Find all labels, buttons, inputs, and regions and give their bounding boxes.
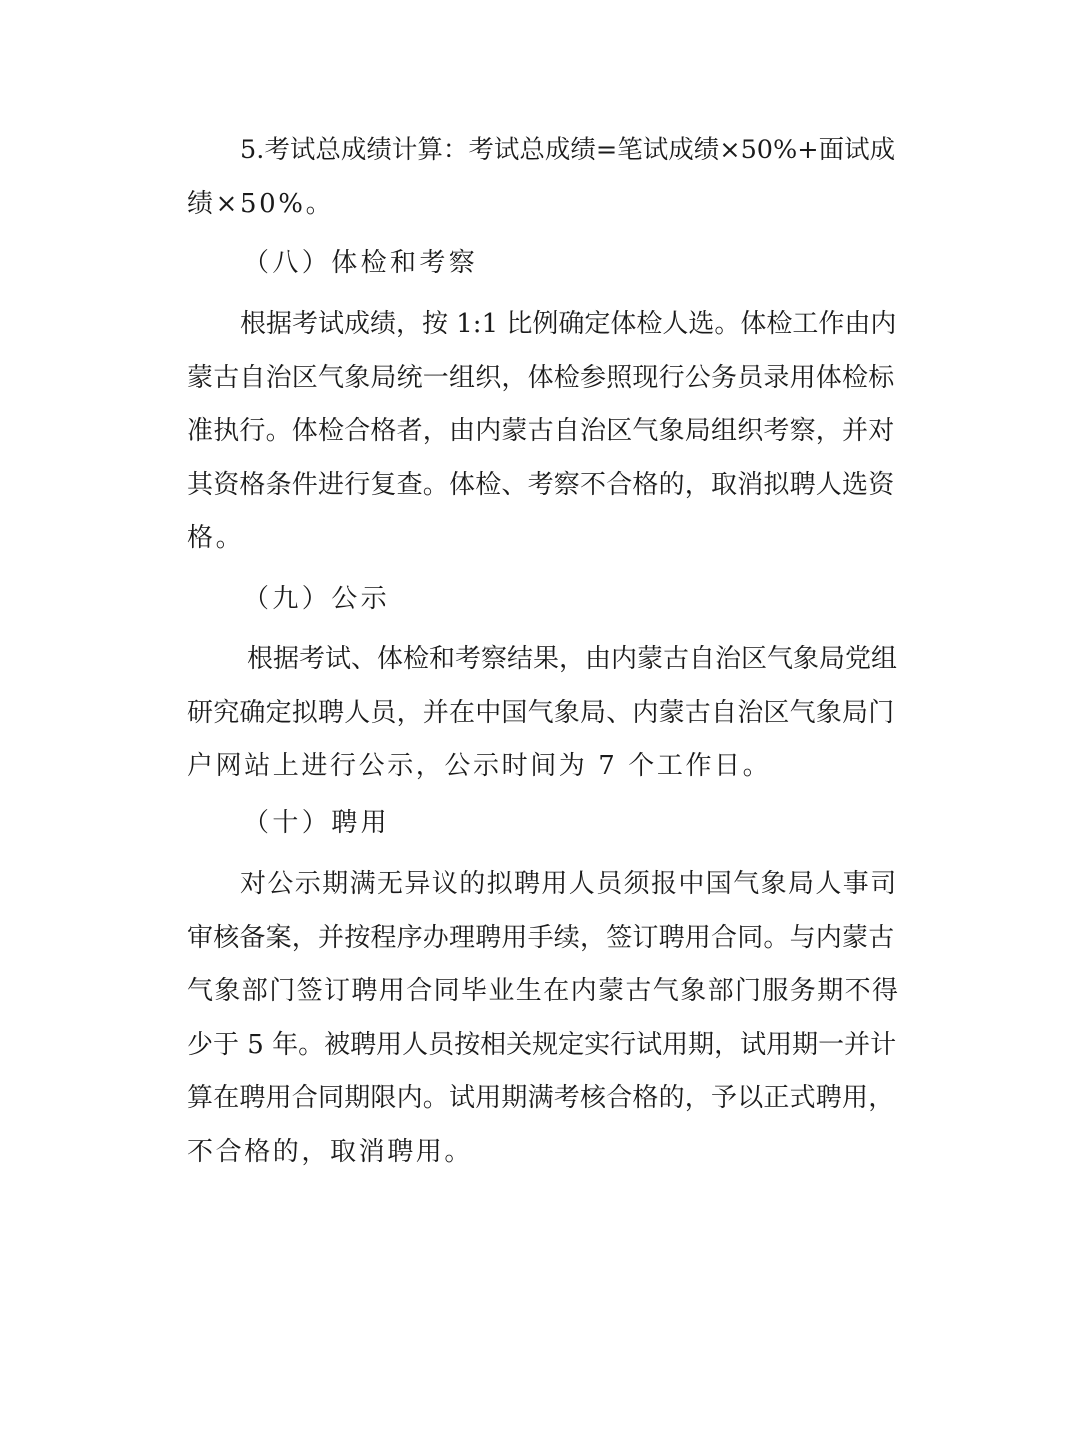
section10-line-1: 对公示期满无异议的拟聘用人员须报中国气象局人事司 bbox=[240, 869, 898, 899]
section8-line-4: 其资格条件进行复查。体检、考察不合格的，取消拟聘人选资 bbox=[187, 470, 895, 500]
section10-heading: （十）聘用 bbox=[243, 808, 391, 838]
item5-line-1: 5.考试总成绩计算：考试总成绩=笔试成绩×50%+面试成 bbox=[240, 135, 896, 165]
section9-heading: （九）公示 bbox=[243, 584, 391, 614]
section8-line-1: 根据考试成绩，按 1:1 比例确定体检人选。体检工作由内 bbox=[240, 309, 897, 339]
section10-line-2: 审核备案，并按程序办理聘用手续，签订聘用合同。与内蒙古 bbox=[187, 923, 895, 953]
section8-line-3: 准执行。体检合格者，由内蒙古自治区气象局组织考察，并对 bbox=[187, 416, 895, 446]
section8-line-5: 格。 bbox=[187, 523, 245, 553]
section10-line-4: 少于 5 年。被聘用人员按相关规定实行试用期，试用期一并计 bbox=[187, 1030, 897, 1060]
section10-line-5: 算在聘用合同期限内。试用期满考核合格的，予以正式聘用， bbox=[187, 1083, 895, 1113]
section9-line-3: 户网站上进行公示，公示时间为 7 个工作日。 bbox=[187, 751, 772, 781]
section10-line-3: 气象部门签订聘用合同毕业生在内蒙古气象部门服务期不得 bbox=[187, 976, 900, 1006]
section10-line-6: 不合格的，取消聘用。 bbox=[187, 1137, 474, 1167]
section9-line-1: 根据考试、体检和考察结果，由内蒙古自治区气象局党组 bbox=[247, 644, 898, 674]
item5-line-2: 绩×50%。 bbox=[187, 189, 335, 219]
section8-heading: （八）体检和考察 bbox=[243, 248, 479, 278]
section8-line-2: 蒙古自治区气象局统一组织，体检参照现行公务员录用体检标 bbox=[187, 363, 895, 393]
section9-line-2: 研究确定拟聘人员，并在中国气象局、内蒙古自治区气象局门 bbox=[187, 698, 895, 728]
